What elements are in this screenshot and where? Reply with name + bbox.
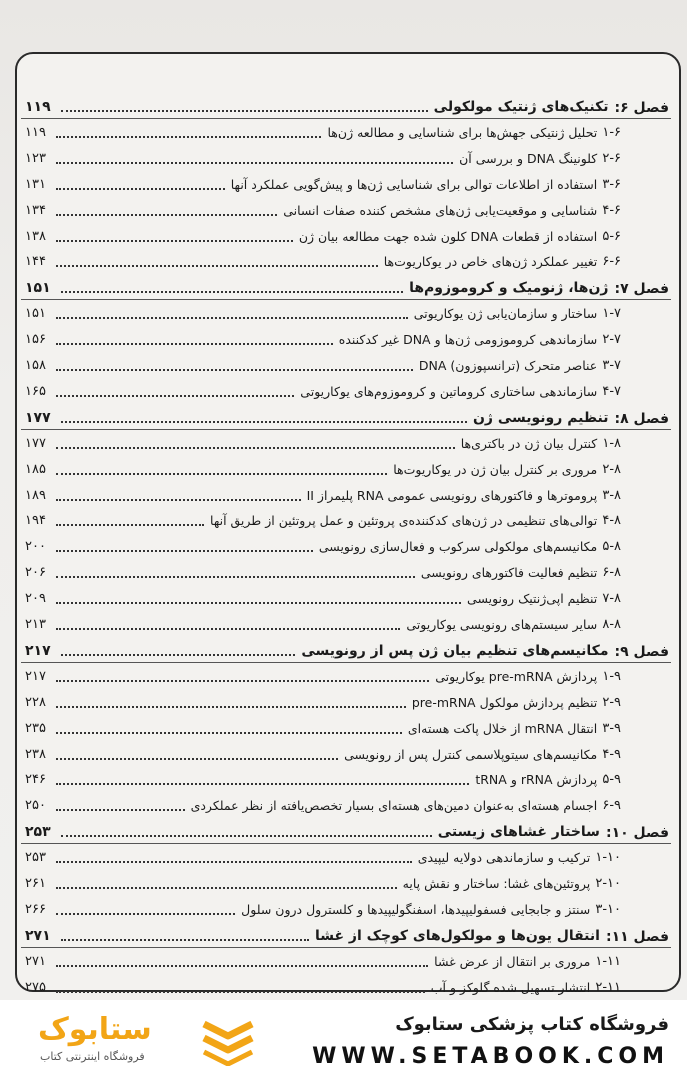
page-number: ۲۶۶ — [25, 901, 46, 917]
page-number: ۱۵۱ — [25, 280, 51, 297]
page-number: ۲۲۸ — [25, 694, 46, 710]
toc-title: سنتز و جابجایی فسفولیپیدها، اسفنگولیپیدها و کلسترول درون سلول — [241, 901, 591, 917]
toc-section-row — [17, 146, 679, 168]
toc-section-row — [17, 690, 679, 712]
toc-title: ساختار غشاهای زیستی — [437, 824, 600, 841]
dot-leader — [61, 421, 467, 423]
page-number: ۲۴۶ — [25, 772, 46, 788]
toc-title: تنظیم پردازش مولکول pre-mRNA — [411, 694, 598, 710]
page-number: ۲۶۱ — [25, 876, 46, 891]
toc-section-row — [17, 120, 679, 142]
toc-section-row — [17, 508, 679, 530]
dot-leader — [61, 835, 432, 837]
store-logo-text — [38, 1012, 188, 1068]
dot-leader — [56, 499, 301, 501]
chapter-label: فصل ۷: — [614, 281, 669, 298]
dot-leader — [56, 188, 225, 190]
section-number: ۴-۹ — [602, 746, 621, 762]
chapter-label: فصل ۱۰: — [605, 825, 669, 842]
page-number: ۲۰۰ — [25, 539, 46, 555]
toc-section-row — [17, 224, 679, 246]
toc-title: تحلیل ژنتیکی جهش‌ها برای شناسایی و مطالعه ژن‌ها — [327, 124, 598, 140]
toc-title: تنظیم رونویسی ژن — [472, 409, 609, 426]
page-number: ۲۵۳ — [25, 850, 46, 866]
toc-chapter-row — [17, 638, 679, 660]
toc-title: شناسایی و موقعیت‌یابی ژن‌های مشخص کننده صفات انسانی — [283, 202, 598, 218]
section-number: ۱-۱۱ — [595, 953, 621, 969]
dot-leader — [56, 343, 333, 345]
page-number: ۲۰۹ — [25, 591, 46, 607]
section-number: ۵-۸ — [602, 539, 621, 555]
section-number: ۲-۱۰ — [595, 876, 621, 891]
page-number: ۱۱۹ — [25, 124, 46, 140]
section-number: ۶-۶ — [602, 254, 621, 270]
toc-title: ژن‌ها، ژنومیک و کروموزوم‌ها — [409, 280, 609, 297]
dot-leader — [56, 524, 204, 526]
toc-section-row — [17, 742, 679, 764]
toc-section-row — [17, 716, 679, 738]
page-number: ۱۴۴ — [25, 254, 46, 270]
toc-chapter-row — [17, 923, 679, 945]
toc-title: تغییر عملکرد ژن‌های خاص در یوکاریوت‌ها — [383, 254, 598, 270]
section-number: ۶-۹ — [602, 798, 621, 814]
dot-leader — [61, 654, 296, 656]
store-url-link[interactable]: WWW.SETABOOK.COM — [312, 1044, 669, 1069]
toc-title: تنظیم اپی‌ژنتیک رونویسی — [467, 591, 598, 607]
toc-title: سازماندهی کروموزومی ژن‌ها و DNA غیر کدکننده — [338, 332, 598, 348]
logo-subtitle: فروشگاه اینترنتی کتاب — [40, 1050, 145, 1063]
page-number: ۱۷۷ — [25, 435, 46, 451]
dot-leader — [56, 136, 322, 138]
page-number: ۲۱۷ — [25, 668, 46, 684]
dot-leader — [56, 369, 413, 371]
toc-section-row — [17, 353, 679, 375]
toc-section-row — [17, 845, 679, 867]
toc-title: پردازش pre-mRNA یوکاریوتی — [435, 668, 598, 684]
toc-title: ساختار و سازمان‌یابی ژن یوکاریوتی — [413, 306, 598, 322]
section-number: ۲-۱۱ — [595, 979, 621, 995]
toc-title: انتقال یون‌ها و مولکول‌های کوچک از غشا — [314, 927, 600, 944]
page-number: ۱۳۴ — [25, 202, 46, 218]
toc-chapter-row — [17, 94, 679, 116]
section-number: ۱-۸ — [602, 435, 621, 451]
page-number: ۱۵۶ — [25, 332, 46, 348]
dot-leader — [56, 758, 338, 760]
dot-leader — [56, 783, 469, 785]
section-number: ۴-۶ — [602, 202, 621, 218]
toc-title: عناصر متحرک (ترانسپوزون) DNA — [418, 358, 598, 373]
toc-section-row — [17, 560, 679, 582]
toc-title: مروری بر کنترل بیان ژن در یوکاریوت‌ها — [393, 461, 598, 477]
toc-title: پروموترها و فاکتورهای رونویسی عمومی RNA پلیمراز II — [306, 487, 598, 503]
toc-section-row — [17, 612, 679, 634]
dot-leader — [56, 214, 277, 216]
section-number: ۶-۸ — [602, 565, 621, 581]
toc-title: استفاده از قطعات DNA کلون شده جهت مطالعه بیان ژن — [298, 228, 598, 244]
page-number: ۲۱۷ — [25, 642, 51, 659]
page-number: ۲۵۳ — [25, 824, 51, 841]
toc-section-row — [17, 534, 679, 556]
dot-leader — [56, 991, 425, 993]
chapter-label: فصل ۹: — [614, 643, 669, 660]
toc-title: انتشار تسهیل شده گلوکز و آب — [430, 979, 591, 995]
dot-leader — [56, 706, 406, 708]
toc-title: مکانیسم‌های مولکولی سرکوب و فعال‌سازی رونویسی — [318, 539, 598, 555]
section-number: ۱-۱۰ — [595, 850, 621, 866]
chapter-label: فصل ۸: — [614, 410, 669, 427]
section-number: ۳-۹ — [602, 720, 621, 736]
chapter-label: فصل ۶: — [614, 100, 669, 116]
toc-title: مکانیسم‌های تنظیم بیان ژن پس از رونویسی — [301, 642, 609, 659]
dot-leader — [56, 317, 408, 319]
section-number: ۳-۷ — [602, 358, 621, 373]
toc-title: پردازش rRNA و tRNA — [475, 772, 598, 788]
page-number: ۱۸۵ — [25, 461, 46, 477]
section-number: ۲-۸ — [602, 461, 621, 477]
toc-section-row — [17, 586, 679, 608]
dot-leader — [56, 887, 397, 889]
page-number: ۱۵۱ — [25, 306, 46, 322]
logo-word: ستابوک — [38, 1012, 152, 1047]
toc-section-row — [17, 457, 679, 479]
toc-chapter-row — [17, 819, 679, 841]
page-number: ۱۸۹ — [25, 487, 46, 503]
page-number: ۲۷۱ — [25, 927, 51, 944]
page-number: ۱۷۷ — [25, 409, 51, 426]
section-number: ۵-۶ — [602, 228, 621, 244]
page-number: ۱۱۹ — [25, 99, 51, 115]
toc-section-row — [17, 249, 679, 271]
dot-leader — [56, 861, 412, 863]
section-number: ۲-۷ — [602, 332, 621, 348]
page-number: ۱۲۳ — [25, 150, 46, 166]
toc-section-row — [17, 483, 679, 505]
toc-title: پروتئین‌های غشا: ساختار و نقش پایه — [402, 876, 591, 891]
dot-leader — [56, 809, 185, 811]
toc-title: سازماندهی ساختاری کروماتین و کروموزوم‌های یوکاریوتی — [300, 383, 598, 399]
dot-leader — [56, 602, 461, 604]
toc-chapter-row — [17, 275, 679, 297]
section-number: ۷-۸ — [602, 591, 621, 607]
page-number: ۱۹۴ — [25, 513, 46, 529]
toc-title: مروری بر انتقال از عرض غشا — [434, 953, 591, 969]
toc-section-row — [17, 301, 679, 323]
toc-title: کلونینگ DNA و بررسی آن — [459, 150, 598, 166]
dot-leader — [56, 550, 313, 552]
dot-leader — [56, 965, 428, 967]
section-number: ۵-۹ — [602, 772, 621, 788]
page-number: ۲۵۰ — [25, 798, 46, 814]
section-number: ۴-۸ — [602, 513, 621, 529]
page-number: ۱۳۱ — [25, 176, 46, 192]
toc-title: تنظیم فعالیت فاکتورهای رونویسی — [420, 565, 598, 581]
dot-leader — [56, 913, 235, 915]
page-frame — [15, 52, 681, 995]
section-number: ۳-۶ — [602, 176, 621, 192]
page-number: ۱۵۸ — [25, 358, 46, 373]
toc-section-row — [17, 664, 679, 686]
dot-leader — [56, 732, 402, 734]
book-logo-icon — [200, 1014, 256, 1066]
toc-title: توالی‌های تنظیمی در ژن‌های کدکننده‌ی پروتئین و عمل پروتئین از طریق آنها — [210, 513, 598, 529]
toc-section-row — [17, 431, 679, 453]
toc-section-row — [17, 793, 679, 815]
toc-title: استفاده از اطلاعات توالی برای شناسایی ژن‌ها و پیش‌گویی عملکرد آنها — [230, 176, 598, 192]
toc-title: تکنیک‌های ژنتیک مولکولی — [433, 99, 609, 115]
toc-chapter-row — [17, 405, 679, 427]
dot-leader — [61, 110, 428, 112]
toc-title: مکانیسم‌های سیتوپلاسمی کنترل پس از رونویسی — [344, 746, 598, 762]
page-number: ۲۷۵ — [25, 979, 46, 995]
page-number: ۲۳۵ — [25, 720, 46, 736]
dot-leader — [56, 240, 293, 242]
dot-leader — [56, 265, 378, 267]
section-number: ۲-۶ — [602, 150, 621, 166]
page-number: ۲۰۶ — [25, 565, 46, 581]
page-number: ۱۶۵ — [25, 383, 46, 399]
dot-leader — [56, 628, 400, 630]
toc-title: اجسام هسته‌ای به‌عنوان دمین‌های هسته‌ای بسیار تخصص‌یافته از نظر عملکردی — [190, 798, 598, 814]
toc-section-row — [17, 871, 679, 893]
dot-leader — [56, 680, 429, 682]
section-number: ۴-۷ — [602, 383, 621, 399]
store-name: فروشگاه کتاب پزشکی ستابوک — [395, 1014, 669, 1035]
toc-section-row — [17, 327, 679, 349]
page-number: ۲۱۳ — [25, 617, 46, 632]
toc-section-row — [17, 198, 679, 220]
toc-section-row — [17, 379, 679, 401]
toc-section-row — [17, 975, 679, 997]
dot-leader — [56, 162, 453, 164]
toc-section-row — [17, 172, 679, 194]
page-number: ۱۳۸ — [25, 228, 46, 244]
toc-section-row — [17, 949, 679, 971]
page-number: ۲۳۸ — [25, 746, 46, 762]
section-number: ۱-۹ — [602, 668, 621, 684]
dot-leader — [56, 473, 387, 475]
dot-leader — [61, 291, 403, 293]
toc-title: سایر سیستم‌های رونویسی یوکاریوتی — [406, 617, 598, 632]
section-number: ۲-۹ — [602, 694, 621, 710]
footer-banner — [0, 1000, 687, 1080]
toc-section-row — [17, 767, 679, 789]
section-number: ۳-۱۰ — [595, 901, 621, 917]
dot-leader — [56, 395, 294, 397]
dot-leader — [56, 576, 415, 578]
toc-title: انتقال mRNA از خلال پاکت هسته‌ای — [407, 720, 598, 736]
section-number: ۱-۶ — [602, 124, 621, 140]
section-number: ۸-۸ — [602, 617, 621, 632]
section-number: ۱-۷ — [602, 306, 621, 322]
toc-title: ترکیب و سازماندهی دولایه لیپیدی — [417, 850, 591, 866]
dot-leader — [56, 447, 455, 449]
toc-title: کنترل بیان ژن در باکتری‌ها — [460, 435, 598, 451]
chapter-label: فصل ۱۱: — [605, 928, 669, 945]
dot-leader — [61, 939, 309, 941]
toc-section-row — [17, 897, 679, 919]
section-number: ۳-۸ — [602, 487, 621, 503]
page-number: ۲۷۱ — [25, 953, 46, 969]
table-of-contents — [17, 94, 679, 995]
